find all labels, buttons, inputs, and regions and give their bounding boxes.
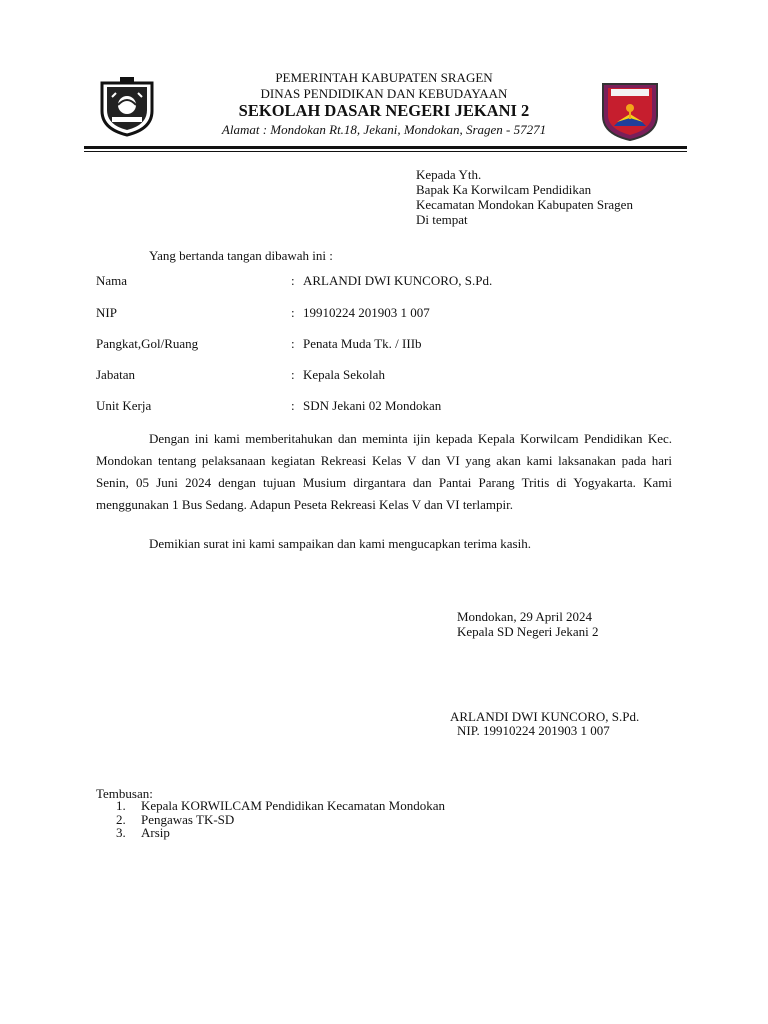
recipient-line: Kepada Yth.: [416, 167, 482, 182]
recipient-line: Kecamatan Mondokan Kabupaten Sragen: [416, 197, 633, 212]
field-colon: :: [291, 305, 295, 320]
list-item-text: Arsip: [141, 825, 170, 840]
field-value-unit: SDN Jekani 02 Mondokan: [303, 398, 442, 413]
copy-to-title: Tembusan:: [96, 786, 153, 801]
field-value-rank: Penata Muda Tk. / IIIb: [303, 336, 422, 351]
signature-block: [457, 609, 599, 639]
field-label-rank: Pangkat,Gol/Ruang: [96, 336, 199, 351]
recipient-line: Bapak Ka Korwilcam Pendidikan: [416, 182, 592, 197]
letterhead-department: DINAS PENDIDIKAN DAN KEBUDAYAAN: [260, 86, 508, 101]
signature-place-date: Mondokan, 29 April 2024: [457, 609, 593, 624]
signature-position: Kepala SD Negeri Jekani 2: [457, 624, 599, 639]
letterhead-divider-thin: [84, 151, 687, 152]
field-colon: :: [291, 273, 295, 288]
field-value-position: Kepala Sekolah: [303, 367, 385, 382]
letterhead-address: Alamat : Mondokan Rt.18, Jekani, Mondokan, Sragen - 57271: [221, 122, 547, 137]
recipient-block: [416, 167, 633, 227]
field-colon: :: [291, 398, 295, 413]
letterhead-school-name: SEKOLAH DASAR NEGERI JEKANI 2: [238, 101, 530, 120]
field-label-nip: NIP: [96, 305, 117, 320]
signature-name: ARLANDI DWI KUNCORO, S.Pd.: [450, 709, 640, 724]
letterhead-government: PEMERINTAH KABUPATEN SRAGEN: [275, 70, 493, 85]
list-item-text: Kepala KORWILCAM Pendidikan Kecamatan Mondokan: [141, 798, 445, 813]
intro-text: Yang bertanda tangan dibawah ini :: [149, 248, 333, 263]
closing-paragraph: Demikian surat ini kami sampaikan dan kami mengucapkan terima kasih.: [149, 536, 531, 551]
recipient-line: Di tempat: [416, 212, 468, 227]
field-label-position: Jabatan: [96, 367, 135, 382]
list-item-number: 3.: [116, 825, 126, 840]
letterhead-divider-thick: [84, 146, 687, 149]
list-item-text: Pengawas TK-SD: [141, 811, 235, 827]
field-value-nip: 19910224 201903 1 007: [303, 305, 430, 320]
field-colon: :: [291, 336, 295, 351]
field-label-name: Nama: [96, 273, 128, 288]
list-item-number: 1.: [116, 798, 126, 813]
body-paragraph: Dengan ini kami memberitahukan dan meminta ijin kepada Kepala Korwilcam Pendidikan Kec. Mondokan tentang pelaksanaan kegiatan Rekreasi Kelas V dan VI yang akan kami laksanakan pada hari Senin, 05 Juni 2024 dengan tujuan Musium dirgantara dan Pantai Parang Tritis di Yogyakarta. Kami menggunakan 1 Bus Sedang. Adapun Peseta Rekreasi Kelas V dan VI terlampir.: [96, 431, 672, 512]
list-item-number: 2.: [116, 811, 126, 827]
signature-nip: NIP. 19910224 201903 1 007: [457, 723, 610, 738]
field-value-name: ARLANDI DWI KUNCORO, S.Pd.: [303, 273, 493, 288]
field-colon: :: [291, 367, 295, 382]
field-label-unit: Unit Kerja: [96, 398, 152, 413]
